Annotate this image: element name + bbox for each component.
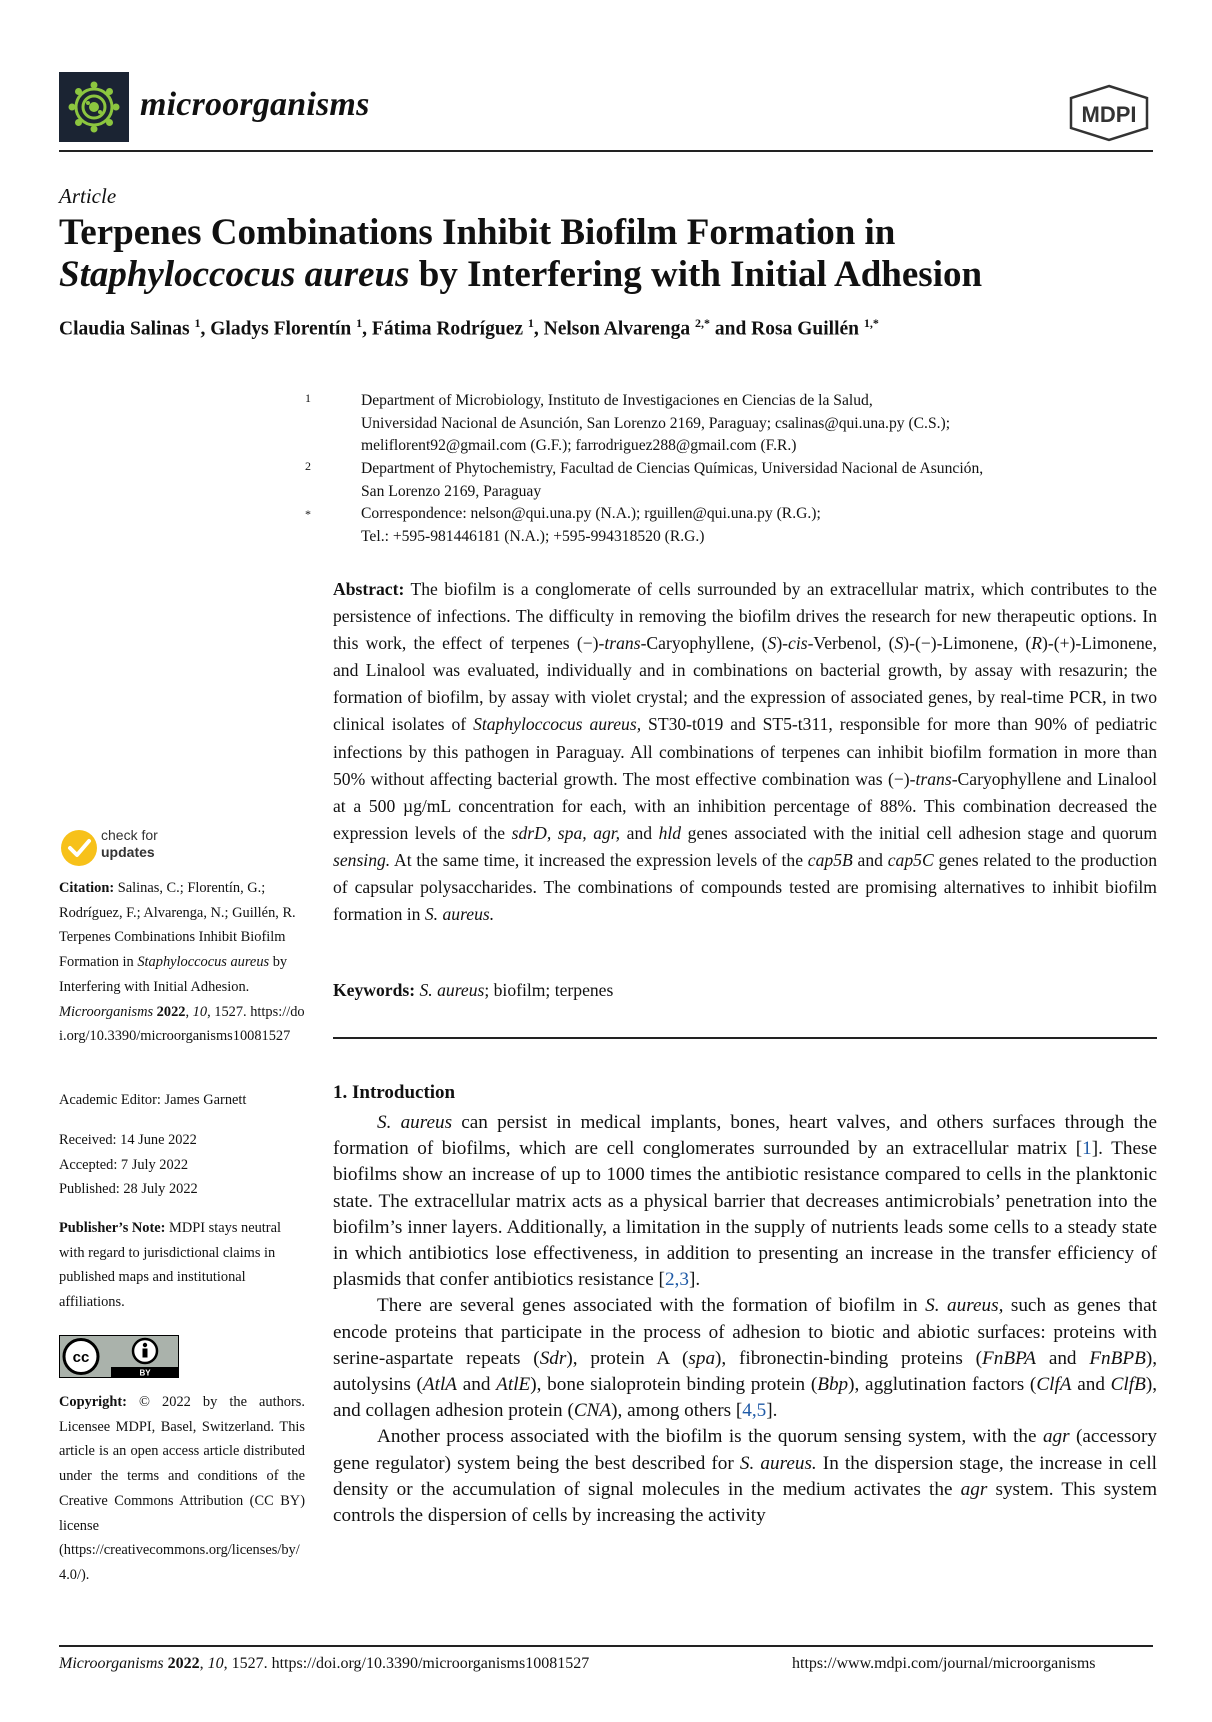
keywords: Keywords: S. aureus; biofilm; terpenes — [333, 980, 614, 1000]
abstract-rule — [333, 1037, 1157, 1039]
citation-link[interactable]: 2,3 — [664, 1269, 689, 1291]
cc-by-license-badge[interactable] — [59, 1335, 179, 1378]
published-date: Published: 28 July 2022 — [59, 1181, 198, 1198]
academic-editor: Academic Editor: James Garnett — [59, 1092, 247, 1108]
publisher-note: Publisher’s Note: MDPI stays neutral with regard to jurisdictional claims in published maps and institutional affiliations. — [59, 1220, 281, 1311]
correspondence: * Correspondence: nelson@qui.una.py (N.A.); rguillen@qui.una.py (R.G.); Tel.: +595-981446181 (N.A.); +595-994318520 (R.G.) — [305, 505, 821, 545]
footer-citation: Microorganisms 2022, 10, 1527. https://doi.org/10.3390/microorganisms10081527 — [59, 1655, 590, 1672]
publisher-name: MDPI — [1081, 102, 1137, 127]
article-title — [59, 212, 1159, 296]
abstract: Abstract: The biofilm is a conglomerate of cells surrounded by an extracellular matrix, which contributes to the persistence of infections. The difficulty in removing the biofilm drives the research for new therapeutic options. In this work, the effect of terpenes (−)-trans-Caryophyllene, (S)-cis-Verbenol, (S)-(−)-Limonene, (R)-(+)-Limonene, and Linalool was evaluated, individually and in combinations on bacterial growth, by assay with resazurin; the formation of biofilm, by assay with violet crystal; and the expression of associated genes, by real-time PCR, in two clinical isolates of Staphyloccocus aureus, ST30-t019 and ST5-t311, responsible for more than 90% of pediatric infections by this pathogen in Paraguay. All combinations of terpenes can inhibit biofilm formation in more than 50% without affecting bacterial growth. The most effective combination was (−)-trans-Caryophyllene and Linalool at a 500 µg/mL concentration for each, with an inhibition percentage of 88%. This combination decreased the expression levels of the sdrD, spa, agr, and hld genes associated with the initial cell adhesion stage and quorum sensing. At the same time, it increased the expression levels of the cap5B and cap5C genes related to the production of capsular polysaccharides. The combinations of compounds tested are promising alternatives to inhibit biofilm formation in S. aureus. — [333, 579, 1158, 925]
intro-paragraph-2: There are several genes associated with the formation of biofilm in S. aureus, such as genes that encode proteins that participate in the process of adhesion to biotic and abiotic surfaces: proteins with serine-aspartate repeats (Sdr), protein A (spa), fibronectin-binding proteins (FnBPA and FnBPB), autolysins (AtlA and AtlE), bone sialoprotein binding protein (Bbp), agglutination factors (ClfA and ClfB), and collagen adhesion protein (CNA), among others [4,5]. — [333, 1295, 1157, 1422]
affiliation-1: 1 Department of Microbiology, Instituto de Investigaciones en Ciencias de la Salud, Universidad Nacional de Asunción, San Lorenzo 2169, Paraguay; csalinas@qui.una.py (C.S.); meliflorent92@gmail.com (G.F.); farrodriguez288@gmail.com (F.R.) — [305, 391, 951, 455]
journal-name: microorganisms — [140, 86, 370, 123]
footer-rule — [59, 1645, 1153, 1647]
article-type: Article — [59, 184, 117, 208]
microorganism-icon — [59, 72, 129, 142]
affiliation-2: 2 Department of Phytochemistry, Facultad de Ciencias Químicas, Universidad Nacional de Asunción, San Lorenzo 2169, Paraguay — [305, 459, 984, 500]
author-list: Claudia Salinas $^1$, Gladys Florentín $^1$, Fátima Rodríguez $^1$, Nelson Alvarenga $^{2,*}$ and Rosa Guillén $^{1,*}$ — [59, 316, 879, 340]
svg-text:cc: cc — [72, 1349, 90, 1366]
citation-link[interactable]: 4,5 — [742, 1400, 767, 1422]
title-line-2: Staphyloccocus aureus by Interfering with Initial Adhesion — [59, 254, 983, 295]
copyright-notice: Copyright: © 2022 by the authors. Licensee MDPI, Basel, Switzerland. This article is an open access article distributed under the terms and conditions of the Creative Commons Attribution (CC BY) license (https://creativecommons.org/licenses/by/4.0/). — [59, 1394, 305, 1583]
header-rule — [59, 150, 1153, 152]
journal-logo — [59, 72, 129, 142]
check-icon — [59, 828, 99, 868]
creative-commons-icon — [59, 1335, 179, 1378]
citation-block: Citation: Salinas, C.; Florentín, G.; Rodríguez, F.; Alvarenga, N.; Guillén, R. Terpenes Combinations Inhibit Biofilm Formation in Staphyloccocus aureus by Interfering with Initial Adhesion. Microorganisms 2022, 10, 1527. https://doi.org/10.3390/microorganisms10081527 — [59, 880, 305, 1045]
introduction-body — [333, 1110, 1157, 1529]
mdpi-hexagon-icon — [1065, 84, 1153, 142]
dates — [59, 1128, 305, 1202]
svg-text:BY: BY — [139, 1368, 151, 1378]
check-for-updates-badge[interactable]: check for updates — [59, 826, 169, 870]
received-date: Received: 14 June 2022 — [59, 1132, 197, 1148]
citation-link[interactable]: 1 — [1082, 1138, 1092, 1160]
journal-url-link[interactable]: https://www.mdpi.com/journal/microorganisms — [792, 1655, 1096, 1672]
title-line-1: Terpenes Combinations Inhibit Biofilm Formation in — [59, 212, 896, 253]
intro-paragraph-3: Another process associated with the biofilm is the quorum sensing system, with the agr (accessory gene regulator) system being the best described for S. aureus. In the dispersion stage, the increase in cell density or the accumulation of signal molecules in the medium activates the agr system. This system controls the dispersion of cells by increasing the activity — [333, 1426, 1157, 1527]
intro-paragraph-1: S. aureus can persist in medical implants, bones, heart valves, and others surfaces through the formation of biofilms, which are cell conglomerates surrounded by an extracellular matrix [1]. These biofilms show an increase of up to 1000 times the antibiotic resistance compared to cells in the planktonic state. The extracellular matrix acts as a physical barrier that decreases antimicrobials’ penetration into the biofilm’s inner layers. Additionally, a limitation in the supply of nutrients leads some cells to a steady state in which antibiotics lose effectiveness, in addition to presenting an increase in the transfer efficiency of plasmids that confer antibiotics resistance [2,3]. — [333, 1112, 1157, 1291]
accepted-date: Accepted: 7 July 2022 — [59, 1156, 189, 1173]
section-heading-introduction: 1. Introduction — [333, 1082, 456, 1103]
mdpi-logo — [1065, 84, 1153, 142]
